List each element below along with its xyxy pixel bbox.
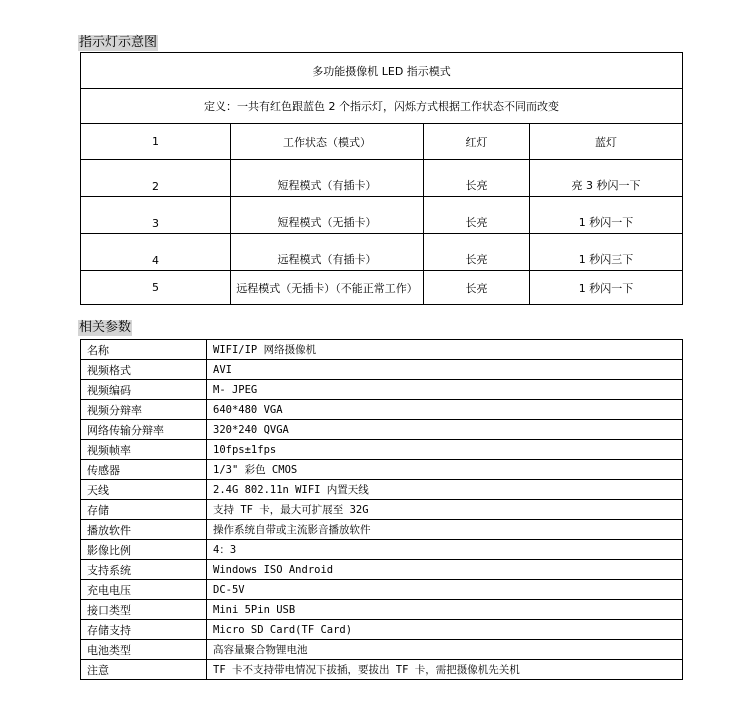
table-row [81, 197, 683, 234]
row-index: 3 [81, 197, 231, 234]
section-title-indicator: 指示灯示意图 [79, 35, 158, 50]
led-table-definition: 定义：一共有红色跟蓝色 2 个指示灯，闪烁方式根据工作状态不同而改变 [81, 89, 683, 124]
spec-value: 4：3 [207, 540, 683, 560]
table-row [81, 600, 683, 620]
header-index: 1 [81, 124, 231, 160]
table-row [81, 160, 683, 197]
spec-value: Mini 5Pin USB [207, 600, 683, 620]
spec-key: 名称 [81, 340, 207, 360]
table-row [81, 480, 683, 500]
spec-value: 1/3" 彩色 CMOS [207, 460, 683, 480]
table-row [81, 520, 683, 540]
spec-key: 视频帧率 [81, 440, 207, 460]
spec-key: 电池类型 [81, 640, 207, 660]
table-row [81, 360, 683, 380]
spec-value: TF 卡不支持带电情况下拔插，要拔出 TF 卡，需把摄像机先关机 [207, 660, 683, 680]
spec-value: 高容量聚合物锂电池 [207, 640, 683, 660]
table-row [81, 540, 683, 560]
table-row [81, 640, 683, 660]
row-blue: 1 秒闪三下 [530, 234, 683, 271]
section-title-parameters: 相关参数 [79, 320, 132, 335]
spec-key: 影像比例 [81, 540, 207, 560]
spec-value: 支持 TF 卡，最大可扩展至 32G [207, 500, 683, 520]
row-red: 长亮 [424, 271, 530, 305]
row-index: 5 [81, 271, 231, 305]
spec-key: 视频编码 [81, 380, 207, 400]
row-red: 长亮 [424, 160, 530, 197]
spec-key: 视频格式 [81, 360, 207, 380]
row-mode: 短程模式（无插卡） [231, 197, 424, 234]
led-table-title: 多功能摄像机 LED 指示模式 [81, 53, 683, 89]
spec-value: Micro SD Card(TF Card) [207, 620, 683, 640]
spec-value: 2.4G 802.11n WIFI 内置天线 [207, 480, 683, 500]
row-blue: 1 秒闪一下 [530, 197, 683, 234]
table-row [81, 580, 683, 600]
spec-value: 操作系统自带或主流影音播放软件 [207, 520, 683, 540]
spec-key: 接口类型 [81, 600, 207, 620]
header-blue-light: 蓝灯 [530, 124, 683, 160]
header-work-state: 工作状态（模式） [231, 124, 424, 160]
spec-key: 支持系统 [81, 560, 207, 580]
spec-value: DC-5V [207, 580, 683, 600]
led-table-header [81, 124, 683, 160]
spec-key: 传感器 [81, 460, 207, 480]
spec-key: 天线 [81, 480, 207, 500]
spec-value: AVI [207, 360, 683, 380]
led-mode-table [80, 52, 683, 305]
spec-table [80, 339, 683, 680]
spec-value: Windows ISO Android [207, 560, 683, 580]
row-blue: 1 秒闪一下 [530, 271, 683, 305]
row-red: 长亮 [424, 197, 530, 234]
row-mode: 远程模式（无插卡）（不能正常工作） [231, 271, 424, 305]
row-index: 4 [81, 234, 231, 271]
row-blue: 亮 3 秒闪一下 [530, 160, 683, 197]
row-red: 长亮 [424, 234, 530, 271]
table-row [81, 234, 683, 271]
table-row [81, 340, 683, 360]
header-red-light: 红灯 [424, 124, 530, 160]
table-row [81, 560, 683, 580]
table-row [81, 400, 683, 420]
table-row [81, 380, 683, 400]
spec-key: 网络传输分辩率 [81, 420, 207, 440]
row-index: 2 [81, 160, 231, 197]
spec-value: WIFI/IP 网络摄像机 [207, 340, 683, 360]
spec-key: 充电电压 [81, 580, 207, 600]
spec-key: 播放软件 [81, 520, 207, 540]
spec-key: 存储支持 [81, 620, 207, 640]
row-mode: 远程模式（有插卡） [231, 234, 424, 271]
spec-key: 视频分辩率 [81, 400, 207, 420]
row-mode: 短程模式（有插卡） [231, 160, 424, 197]
spec-key: 注意 [81, 660, 207, 680]
spec-value: M- JPEG [207, 380, 683, 400]
spec-value: 640*480 VGA [207, 400, 683, 420]
spec-value: 320*240 QVGA [207, 420, 683, 440]
table-row [81, 271, 683, 305]
spec-key: 存储 [81, 500, 207, 520]
table-row [81, 460, 683, 480]
table-row [81, 440, 683, 460]
table-row [81, 620, 683, 640]
table-row [81, 420, 683, 440]
table-row [81, 660, 683, 680]
spec-value: 10fps±1fps [207, 440, 683, 460]
table-row [81, 500, 683, 520]
